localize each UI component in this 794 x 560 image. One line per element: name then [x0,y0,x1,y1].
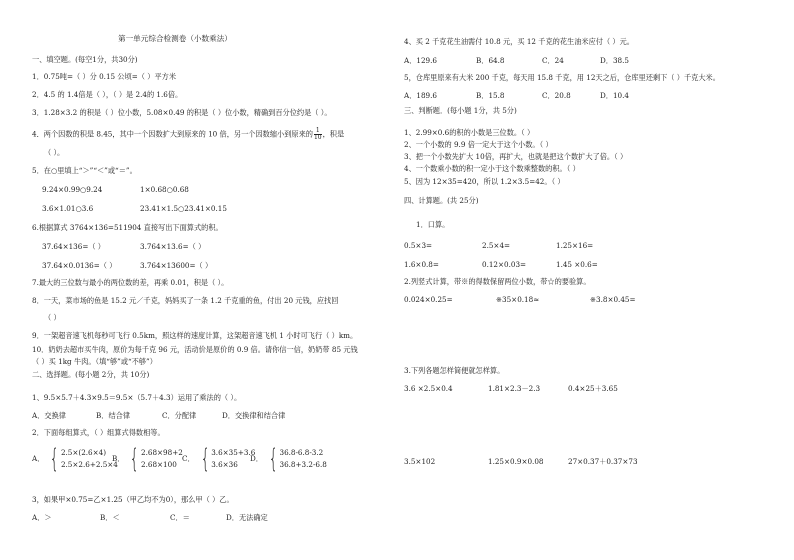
option-label: A． [32,454,45,463]
choice-q4-option-c: C．24 [542,56,564,65]
fill-q4-tail: ，积是 [322,129,345,139]
fraction-numerator: 1 [315,127,320,134]
oral-calc-item: 1.45 ×0.6= [556,260,598,269]
simplify-item: 1.81×2.3－2.3 [488,384,541,393]
fill-q7: 7.最大的三位数与最小的两位数的差，再乘 0.01，积是（ ）。 [32,278,229,287]
expr-top: 36.8-6.8-3.2 [279,448,324,457]
fraction-denominator: 10 [313,134,322,141]
fill-q8: 8．一天，菜市场的鱼是 15.2 元／千克，妈妈买了一条 1.2 千克重的鱼，付出 20 元钱，应找回 [32,296,339,305]
oral-calc-item: 1.6×0.8= [404,260,439,269]
judge-q5: 5、因为 12×35=420，所以 1.2×3.5=42。（ ） [404,177,565,186]
simplify-item: 3.6 ×2.5×0.4 [404,384,453,393]
simplify-item: 0.4×25＋3.65 [568,384,618,393]
choice-q5: 5，仓库里原来有大米 200 千克，每天用 15.8 千克，用 12天之后，仓库里还剩下（ ）千克大米。 [404,73,720,82]
fill-q4-text: 4．两个因数的积是 8.45，其中一个因数扩大到原来的 10 倍，另一个因数缩小到原来的 [32,129,313,139]
product-1b: 3.764×13.6=（ ） [140,242,206,251]
choice-q1-option-d: D．交换律和结合律 [222,411,286,420]
choice-q3-option-c: C．＝ [170,513,190,522]
compare-1b: 1×0.68○0.68 [140,185,189,194]
option-label: D． [250,454,263,463]
choice-q1-option-a: A．交换律 [32,411,66,420]
fill-q4 [32,128,344,141]
compare-2b: 23.41×1.5○23.41×0.15 [140,204,227,213]
product-2b: 3.764×13600=（ ） [140,261,213,270]
judge-q2: 2、一个小数的 9.9 倍一定大于这个小数。（ ） [404,140,553,149]
column-calc-item: 0.024×0.25= [404,295,453,304]
fill-q1: 1．0.75吨=（ ）分 0.15 公顷=（ ）平方米 [32,72,177,81]
oral-calc-item: 2.5×4= [482,241,511,250]
choice-q5-option-b: B．15.8 [476,91,505,100]
judge-q3: 3、把一个小数先扩大 10倍，再扩大，也就是把这个数扩大了倍。（ ） [404,152,628,161]
expr-top: 2.68×98+2 [141,448,183,457]
product-2a: 37.64×0.0136=（ ） [42,261,117,270]
section-4-heading: 四、计算题。(共 25分) [404,196,479,205]
section-2-heading: 二、选择题。(每小题 2分，共 10分) [32,370,150,379]
choice-q2-option-c [182,446,255,472]
brace-icon: { [50,444,60,474]
choice-q2-option-b [112,446,183,472]
expr-bottom: 2.68×100 [141,460,177,469]
choice-q5-option-c: C．20.8 [542,91,571,100]
choice-q5-option-d: D．10.4 [600,91,629,100]
choice-q4: 4、买 2 千克花生油需付 10.8 元，买 12 千克的花生油米应付（ ）元。 [404,37,634,46]
fill-q2: 2．4.5 的 1.4倍是（ ），（ ）是 2.4的 1.6倍。 [32,90,183,99]
oral-calc-item: 0.5×3= [404,241,433,250]
choice-q4-option-d: D．38.5 [600,56,629,65]
choice-q3-option-a: A．＞ [32,513,52,522]
product-1a: 37.64×136=（ ） [42,242,105,251]
expr-top: 2.5×(2.6×4) [60,448,107,457]
expr-bottom: 2.5×2.6+2.5×4 [60,460,118,469]
choice-q3-option-b: B．＜ [100,513,120,522]
fill-q10-blank: （ ）买 1kg 牛肉。（填“够”或“不够”） [32,357,157,366]
oral-calc-item: 0.12×0.03= [482,260,527,269]
compare-1a: 9.24×0.99○9.24 [42,185,103,194]
column-calc-item: ※35×0.18≈ [496,295,540,304]
judge-q1: 1、2.99×0.6的积的小数是三位数。（ ） [404,128,535,137]
choice-q2: 2．下面每组算式，（ ）组算式得数相等。 [32,428,165,437]
simplify-item: 3.5×102 [404,457,436,466]
simplify-item: 27×0.37＋0.37×73 [568,457,638,466]
page-title: 第一单元综合检测卷（小数乘法） [118,34,232,43]
calc-1-heading: 1．口算。 [416,220,450,229]
choice-q1-option-b: B．结合律 [96,411,131,420]
choice-q1-option-c: C．分配律 [162,411,197,420]
expr-bottom: 3.6×36 [211,460,238,469]
fill-q4-blank: （ ）。 [44,148,65,157]
choice-q2-option-a [32,446,118,472]
fill-q5: 5．在○里填上“＞”“＜”或“＝”。 [32,166,137,175]
brace-icon: { [130,444,140,474]
choice-q1: 1、9.5×5.7＋4.3×9.5＝9.5×（5.7＋4.3）运用了乘法的（ ）。 [32,393,242,402]
choice-q4-option-a: A．129.6 [404,56,437,65]
brace-icon: { [268,444,278,474]
section-1-heading: 一、填空题。(每空1分，共30分) [32,55,138,64]
oral-calc-item: 1.25×16= [556,241,594,250]
expr-top: 3.6×35+3.6 [211,448,256,457]
section-3-heading: 三、判断题．(每小题 1分，共 5分) [404,106,517,115]
calc-3-heading: 3.下列各题怎样简便就怎样算。 [404,366,505,375]
choice-q3-option-d: D．无法确定 [226,513,268,522]
option-label: C． [182,454,195,463]
judge-q4: 4、一个数乘小数的积一定小于这个数乘整数的积。（ ） [404,164,580,173]
choice-q3: 3，如果甲×0.75=乙×1.25（甲乙均不为0），那么甲（ ）乙。 [32,495,234,504]
fraction [314,128,322,141]
choice-q4-option-b: B．64.8 [476,56,505,65]
fill-q10: 10．奶奶去超市买牛肉，原价为每千克 96 元，活动价是原价的 0.9 倍。请你信一信，奶奶带 85 元钱 [32,345,358,354]
simplify-item: 1.25×0.9×0.08 [488,457,544,466]
column-calc-item: ※3.8×0.45= [590,295,636,304]
fill-q3: 3．1.28×3.2 的积是（ ）位小数，5.08×0.49 的积是（ ）位小数，精确到百分位约是（ ）。 [32,108,332,117]
calc-2-heading: 2.列竖式计算，带※的得数保留两位小数，带☆的要验算。 [404,277,591,286]
choice-q2-option-d [250,446,327,472]
fill-q8-blank: （ ） [44,313,61,322]
expr-bottom: 36.8+3.2-6.8 [279,460,327,469]
fill-q9: 9．一架超音速飞机每秒可飞行 0.5km，照这样的速度计算，这架超音速飞机 1 小时可飞行（ ）km。 [32,331,358,340]
option-label: B． [112,454,125,463]
fill-q6: 6.根据算式 3764×136=511904 直接写出下面算式的积。 [32,223,223,232]
choice-q5-option-a: A．189.6 [404,91,437,100]
compare-2a: 3.6×1.01○3.6 [42,204,94,213]
brace-icon: { [200,444,210,474]
